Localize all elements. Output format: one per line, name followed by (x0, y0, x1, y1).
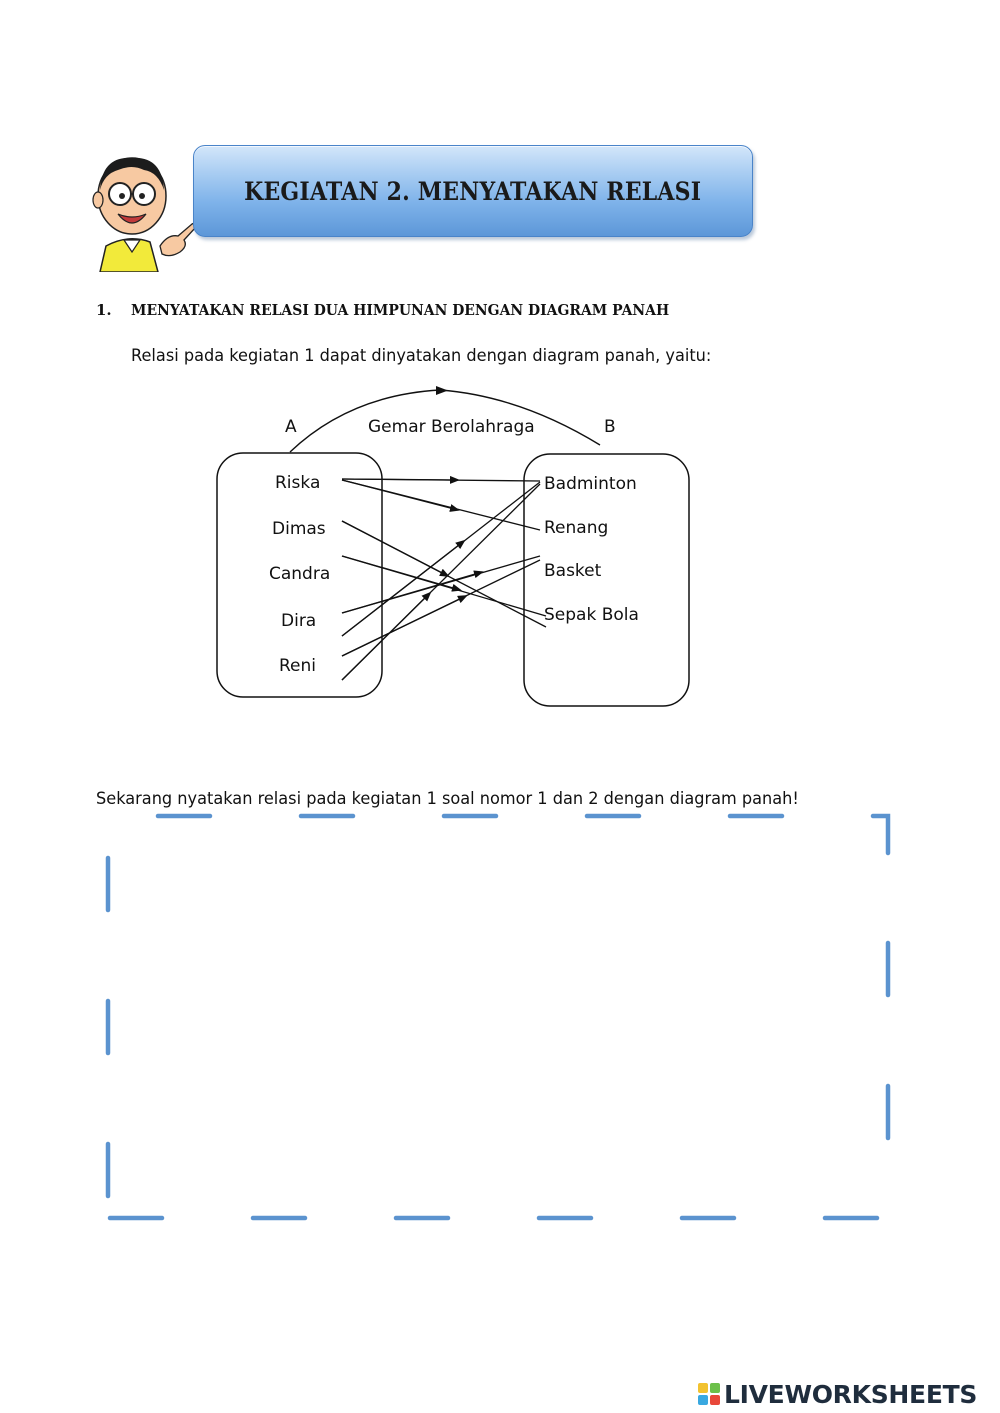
section-number: 1. (96, 301, 112, 319)
set-a-label: A (285, 417, 297, 437)
answer-box-corner (873, 816, 888, 853)
set-a-item: Riska (275, 473, 321, 493)
set-b-item: Basket (544, 561, 602, 581)
intro-text: Relasi pada kegiatan 1 dapat dinyatakan dengan diagram panah, yaitu: (131, 346, 712, 366)
relation-arrow-dira-badminton-head (342, 541, 464, 636)
relation-curve-arrowhead (436, 386, 448, 395)
relation-arrow-reni-badminton-head (342, 593, 430, 680)
set-b-label: B (604, 417, 616, 437)
set-b-item: Badminton (544, 474, 637, 494)
relation-arrow-dira-basket-head (342, 572, 482, 613)
set-b-item: Renang (544, 518, 609, 538)
relation-arrow-dimas-sepakbola-head (342, 521, 448, 576)
liveworksheets-brand[interactable] (698, 1376, 977, 1412)
brand-name: LIVEWORKSHEETS (724, 1379, 978, 1409)
instruction-text: Sekarang nyatakan relasi pada kegiatan 1 soal nomor 1 dan 2 dengan diagram panah! (96, 789, 799, 809)
liveworksheets-logo-icon (698, 1383, 720, 1405)
set-b-item: Sepak Bola (544, 605, 639, 625)
relation-arrow-reni-basket-head (342, 596, 466, 656)
set-a-item: Candra (269, 564, 331, 584)
section-title: MENYATAKAN RELASI DUA HIMPUNAN DENGAN DIAGRAM PANAH (131, 301, 670, 319)
set-a-item: Reni (279, 656, 317, 676)
page-title: KEGIATAN 2. MENYATAKAN RELASI (244, 176, 702, 206)
relation-label: Gemar Berolahraga (368, 417, 535, 437)
relation-arrow-riska-badminton-head (342, 479, 458, 480)
relation-arrow-riska-renang-head (342, 480, 458, 510)
set-a-item: Dimas (272, 519, 326, 539)
set-a-item: Dira (281, 611, 317, 631)
